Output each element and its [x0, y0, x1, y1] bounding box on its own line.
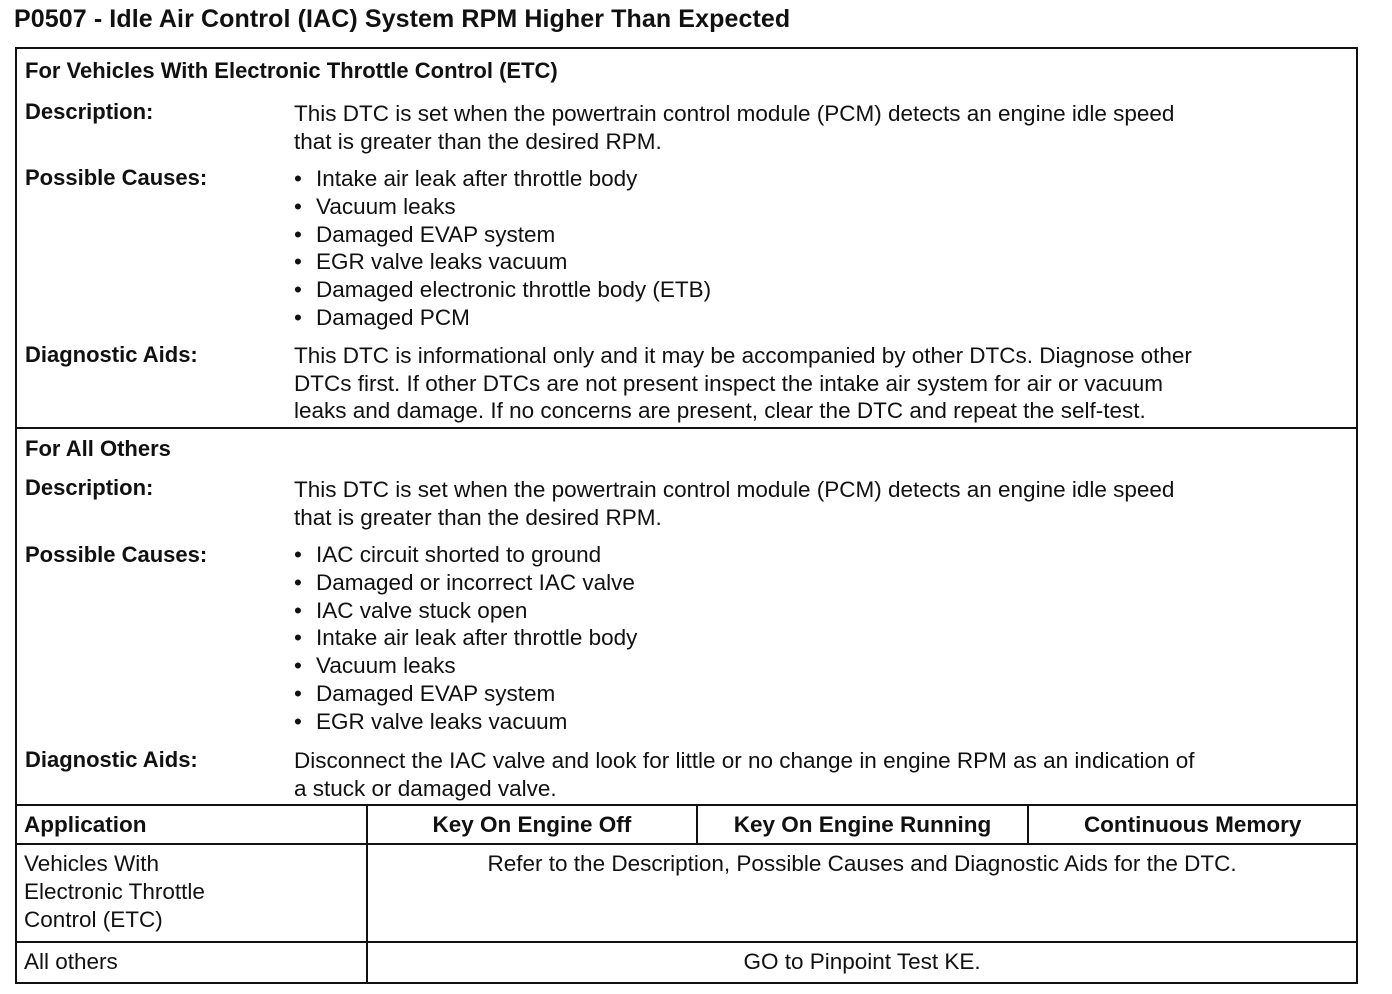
text-line: Disconnect the IAC valve and look for little or no change in engine RPM as an indication of — [294, 748, 1195, 773]
table-row — [16, 942, 1357, 983]
text-line: Control (ETC) — [24, 907, 163, 932]
text-line: that is greater than the desired RPM. — [294, 128, 662, 154]
list-item: • Damaged PCM — [294, 304, 711, 332]
section-etc — [15, 47, 1358, 429]
application-cell — [16, 844, 367, 942]
section-heading: For All Others — [25, 436, 171, 461]
text-line: leaks and damage. If no concerns are present, clear the DTC and repeat the self-test. — [294, 398, 1146, 423]
table-row — [16, 844, 1357, 942]
text-line: that is greater than the desired RPM. — [294, 504, 662, 530]
list-item: • Intake air leak after throttle body — [294, 624, 637, 652]
list-item: • Vacuum leaks — [294, 652, 637, 680]
description-label: Description: — [25, 99, 154, 124]
list-item: • Vacuum leaks — [294, 193, 711, 221]
section-heading: For Vehicles With Electronic Throttle Control (ETC) — [25, 58, 558, 83]
list-item: • Damaged EVAP system — [294, 221, 711, 249]
description-text — [294, 476, 1344, 531]
possible-causes-list — [294, 165, 711, 332]
text-line: This DTC is informational only and it may be accompanied by other DTCs. Diagnose other — [294, 343, 1192, 368]
list-item: • Damaged or incorrect IAC valve — [294, 569, 637, 597]
diagnostic-aids-text — [294, 747, 1344, 802]
column-header-key-on-engine-off: Key On Engine Off — [367, 805, 697, 844]
list-item: • EGR valve leaks vacuum — [294, 248, 711, 276]
list-item: • Intake air leak after throttle body — [294, 165, 711, 193]
diagnostic-aids-label: Diagnostic Aids: — [25, 747, 198, 772]
list-item: • EGR valve leaks vacuum — [294, 708, 637, 736]
list-item: • IAC valve stuck open — [294, 597, 637, 625]
possible-causes-label: Possible Causes: — [25, 542, 208, 567]
text-line: Electronic Throttle — [24, 879, 205, 904]
page-title: P0507 - Idle Air Control (IAC) System RPM Higher Than Expected — [14, 5, 791, 33]
result-cell: GO to Pinpoint Test KE. — [367, 942, 1357, 983]
column-header-continuous-memory: Continuous Memory — [1028, 805, 1357, 844]
text-line: All others — [24, 949, 118, 974]
section-all-others — [15, 427, 1358, 804]
description-text — [294, 100, 1344, 155]
column-header-application: Application — [16, 805, 367, 844]
diagnostic-aids-text — [294, 342, 1344, 425]
text-line: DTCs first. If other DTCs are not present inspect the intake air system for air or vacuum — [294, 370, 1164, 396]
list-item: • Damaged EVAP system — [294, 680, 637, 708]
application-table — [15, 804, 1358, 984]
diagnostic-aids-label: Diagnostic Aids: — [25, 342, 198, 367]
result-cell: Refer to the Description, Possible Causes and Diagnostic Aids for the DTC. — [367, 844, 1357, 942]
possible-causes-label: Possible Causes: — [25, 165, 208, 190]
text-line: This DTC is set when the powertrain control module (PCM) detects an engine idle speed — [294, 101, 1175, 126]
column-header-key-on-engine-running: Key On Engine Running — [697, 805, 1029, 844]
table-header-row — [16, 805, 1357, 844]
possible-causes-list — [294, 541, 637, 736]
text-line: Vehicles With — [24, 851, 160, 876]
list-item: • IAC circuit shorted to ground — [294, 541, 637, 569]
application-cell — [16, 942, 367, 983]
text-line: a stuck or damaged valve. — [294, 775, 557, 801]
description-label: Description: — [25, 475, 154, 500]
text-line: This DTC is set when the powertrain control module (PCM) detects an engine idle speed — [294, 477, 1175, 502]
list-item: • Damaged electronic throttle body (ETB) — [294, 276, 711, 304]
